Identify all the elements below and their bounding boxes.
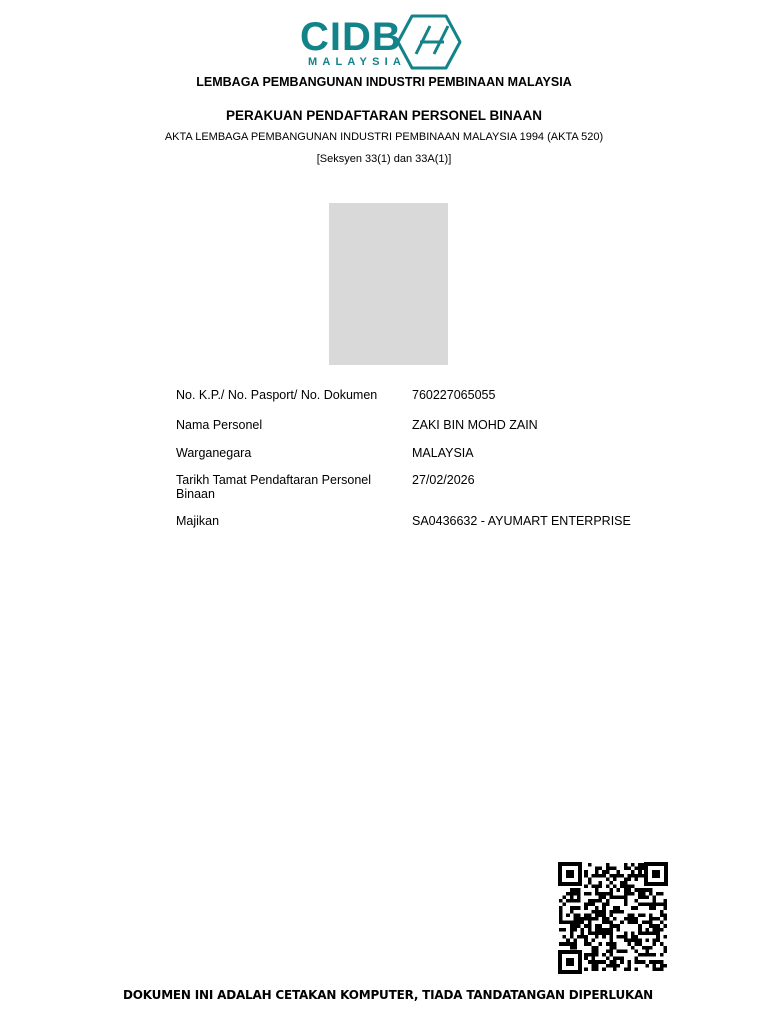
- employer-value: SA0436632 - AYUMART ENTERPRISE: [412, 514, 631, 528]
- nationality-value: MALAYSIA: [412, 446, 474, 460]
- cidb-logo: [290, 6, 470, 70]
- id-number-value: 760227065055: [412, 388, 496, 402]
- name-value: ZAKI BIN MOHD ZAIN: [412, 418, 538, 432]
- verification-qr-code: [558, 862, 668, 974]
- section-reference: [Seksyen 33(1) dan 33A(1)]: [316, 153, 452, 165]
- organization-name: LEMBAGA PEMBANGUNAN INDUSTRI PEMBINAAN MALAYSIA: [196, 75, 572, 89]
- logo-emblem-icon: [398, 16, 460, 68]
- employer-label: Majikan: [176, 514, 220, 528]
- id-number-label: No. K.P./ No. Pasport/ No. Dokumen: [176, 388, 378, 402]
- expiry-value: 27/02/2026: [412, 473, 475, 487]
- logo-country: MALAYSIA: [308, 56, 407, 68]
- name-label: Nama Personel: [176, 418, 263, 432]
- nationality-label: Warganegara: [176, 446, 252, 460]
- logo-wordmark: CIDB: [300, 15, 402, 59]
- personnel-photo: [329, 203, 448, 365]
- document-title: PERAKUAN PENDAFTARAN PERSONEL BINAAN: [225, 108, 543, 123]
- expiry-label: Tarikh Tamat Pendaftaran Personel Binaan: [176, 473, 372, 501]
- act-reference: AKTA LEMBAGA PEMBANGUNAN INDUSTRI PEMBINAAN MALAYSIA 1994 (AKTA 520): [164, 131, 604, 143]
- computer-generated-notice: DOKUMEN INI ADALAH CETAKAN KOMPUTER, TIADA TANDATANGAN DIPERLUKAN: [123, 988, 654, 1002]
